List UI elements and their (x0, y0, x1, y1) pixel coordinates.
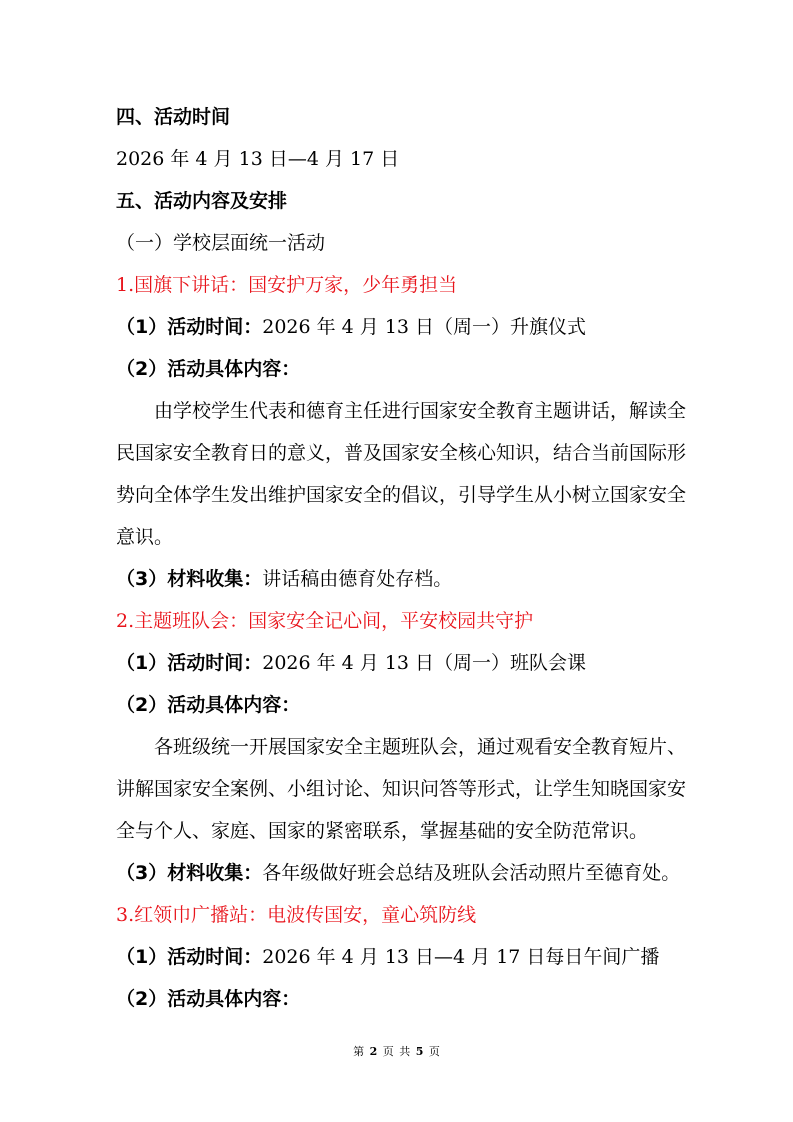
item-3-time-label: （1）活动时间： (116, 946, 263, 968)
footer-middle: 页 共 (382, 1045, 411, 1058)
item-1-time-label: （1）活动时间： (116, 316, 263, 338)
item-1-title: 1.国旗下讲话：国安护万家，少年勇担当 (116, 274, 458, 296)
item-1-content-label: （2）活动具体内容： (116, 358, 301, 380)
item-1-content-line-2: 民国家安全教育日的意义，普及国家安全核心知识，结合当前国际形 (116, 442, 687, 464)
item-1-content-line-1: 由学校学生代表和德育主任进行国家安全教育主题讲话，解读全 (154, 400, 687, 422)
item-2-material-value: 各年级做好班会总结及班队会活动照片至德育处。 (262, 862, 681, 884)
item-2-content-line-2: 讲解国家安全案例、小组讨论、知识问答等形式，让学生知晓国家安 (116, 778, 687, 800)
item-1-material-value: 讲话稿由德育处存档。 (262, 568, 453, 590)
footer-page-number: 2 (369, 1045, 378, 1058)
item-3-title: 3.红领巾广播站：电波传国安，童心筑防线 (116, 904, 477, 926)
footer-total-pages: 5 (415, 1045, 424, 1058)
footer-prefix: 第 (353, 1045, 365, 1058)
item-2-time-label: （1）活动时间： (116, 652, 263, 674)
item-3-time-value: 2026 年 4 月 13 日—4 月 17 日每日午间广播 (262, 946, 660, 968)
subsection-1-heading: （一）学校层面统一活动 (116, 232, 326, 254)
item-2-material (116, 861, 680, 885)
item-1-time (116, 315, 586, 339)
item-2-material-label: （3）材料收集： (116, 862, 263, 884)
item-3-time (116, 945, 659, 969)
item-2-content-line-1: 各班级统一开展国家安全主题班队会，通过观看安全教育短片、 (154, 736, 687, 758)
item-2-content-label: （2）活动具体内容： (116, 694, 301, 716)
item-1-content-line-3: 势向全体学生发出维护国家安全的倡议，引导学生从小树立国家安全 (116, 484, 687, 506)
footer-suffix: 页 (428, 1045, 440, 1058)
section-4-heading: 四、活动时间 (116, 106, 231, 128)
item-2-title: 2.主题班队会：国家安全记心间，平安校园共守护 (116, 610, 534, 632)
item-1-material (116, 567, 452, 591)
section-5-heading: 五、活动内容及安排 (116, 190, 288, 212)
item-1-time-value: 2026 年 4 月 13 日（周一）升旗仪式 (262, 316, 587, 338)
item-1-material-label: （3）材料收集： (116, 568, 263, 590)
item-2-time-value: 2026 年 4 月 13 日（周一）班队会课 (262, 652, 587, 674)
item-2-content-line-3: 全与个人、家庭、国家的紧密联系，掌握基础的安全防范常识。 (116, 820, 649, 842)
section-4-time: 2026 年 4 月 13 日—4 月 17 日 (116, 148, 400, 170)
page-footer (0, 1043, 793, 1059)
item-2-time (116, 651, 586, 675)
item-1-content-line-4: 意识。 (116, 526, 174, 548)
item-3-content-label: （2）活动具体内容： (116, 988, 301, 1010)
